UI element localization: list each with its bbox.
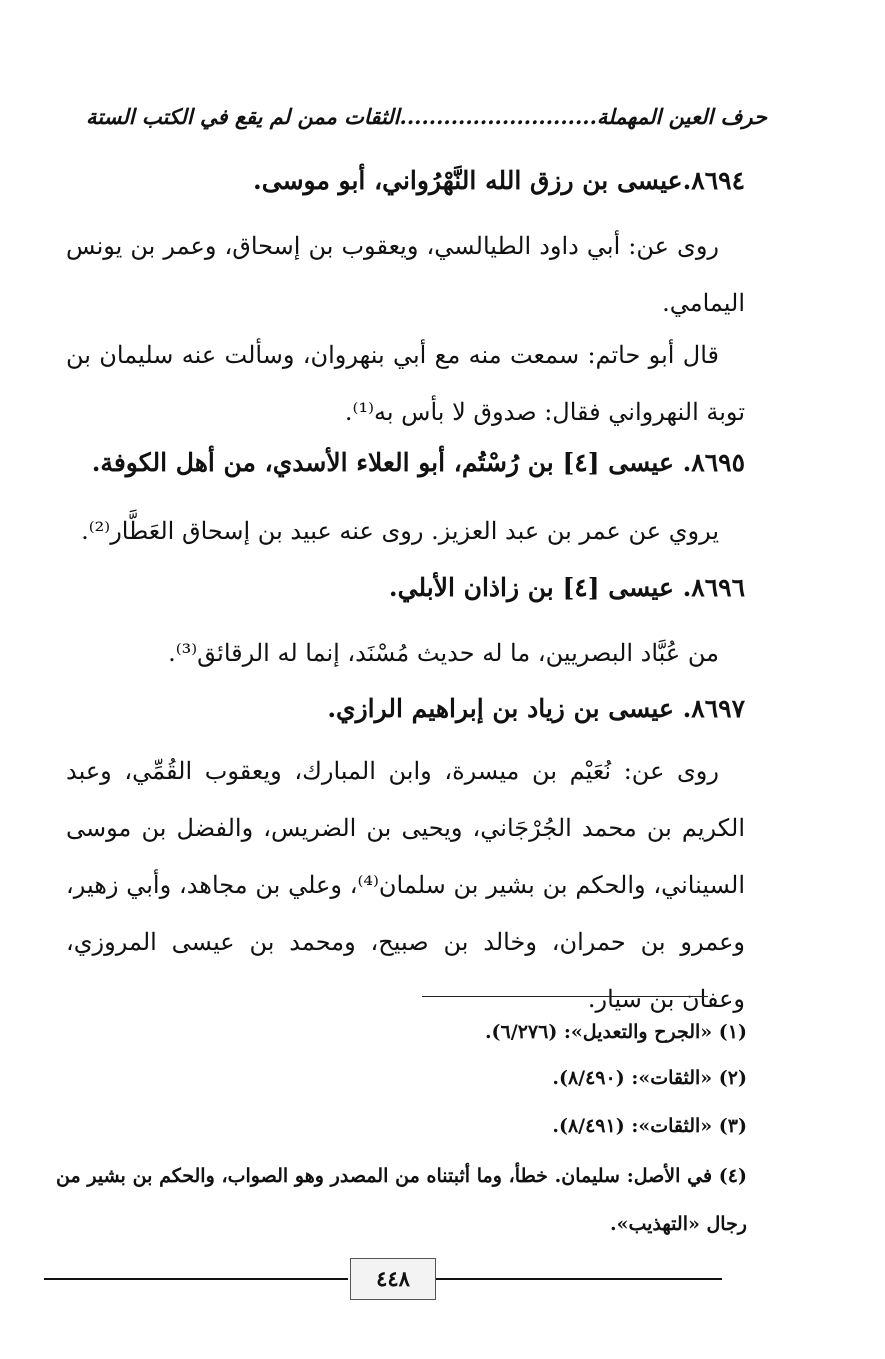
bottom-rule-right: [436, 1278, 722, 1280]
running-header: [86, 104, 767, 129]
bottom-rule-left: [44, 1278, 348, 1280]
entry-8694-paragraph-2: قال أبو حاتم: سمعت منه مع أبي بنهروان، وسألت عنه سليمان بن توبة النهرواني فقال: صدوق لا بأس به⁽¹⁾.: [66, 341, 745, 426]
entry-8694-paragraph-1: روى عن: أبي داود الطيالسي، ويعقوب بن إسحاق، وعمر بن يونس اليمامي.: [66, 232, 745, 317]
entry-title-8695: ٨٦٩٥. عيسى [٤] بن رُسْتُم، أبو العلاء الأسدي، من أهل الكوفة.: [91, 448, 745, 477]
header-chapter: حرف العين المهملة: [596, 104, 767, 129]
header-dots: ...........................: [399, 104, 597, 129]
page-number: ٤٤٨: [350, 1258, 436, 1300]
footnote-4: (٤) في الأصل: سليمان. خطأ، وما أثبتناه من المصدر وهو الصواب، والحكم بن بشير من رجال «التهذيب».: [56, 1165, 747, 1235]
entry-title-8694: ٨٦٩٤.عيسى بن رزق الله النَّهْرُواني، أبو موسى.: [253, 166, 745, 195]
entry-8696-paragraph-1: من عُبَّاد البصريين، ما له حديث مُسْنَد، إنما له الرقائق⁽³⁾.: [168, 639, 719, 667]
footnote-1: (١) «الجرح والتعديل»: (٦/٢٧٦).: [484, 1021, 747, 1043]
footnote-2: (٢) «الثقات»: (٨/٤٩٠).: [552, 1067, 747, 1089]
header-book-title: الثقات ممن لم يقع في الكتب الستة: [86, 104, 400, 129]
entry-title-8697: ٨٦٩٧. عيسى بن زياد بن إبراهيم الرازي.: [327, 694, 745, 723]
entry-8697-paragraph-1: روى عن: نُعَيْم بن ميسرة، وابن المبارك، ويعقوب القُمِّي، وعبد الكريم بن محمد الجُرْجَاني، ويحيى بن الضريس، والفضل بن موسى السيناني، والحكم بن بشير بن سلمان⁽⁴⁾، وعلي بن مجاهد، وأبي زهير، وعمرو بن حمران، وخالد بن صبيح، ومحمد بن عيسى المروزي، وعفان بن سيار.: [66, 757, 745, 1013]
entry-title-8696: ٨٦٩٦. عيسى [٤] بن زاذان الأبلي.: [388, 573, 745, 602]
footnote-3: (٣) «الثقات»: (٨/٤٩١).: [552, 1115, 747, 1137]
footnote-separator: [422, 996, 708, 997]
entry-8695-paragraph-1: يروي عن عمر بن عبد العزيز. روى عنه عبيد بن إسحاق العَطَّار⁽²⁾.: [81, 517, 719, 545]
